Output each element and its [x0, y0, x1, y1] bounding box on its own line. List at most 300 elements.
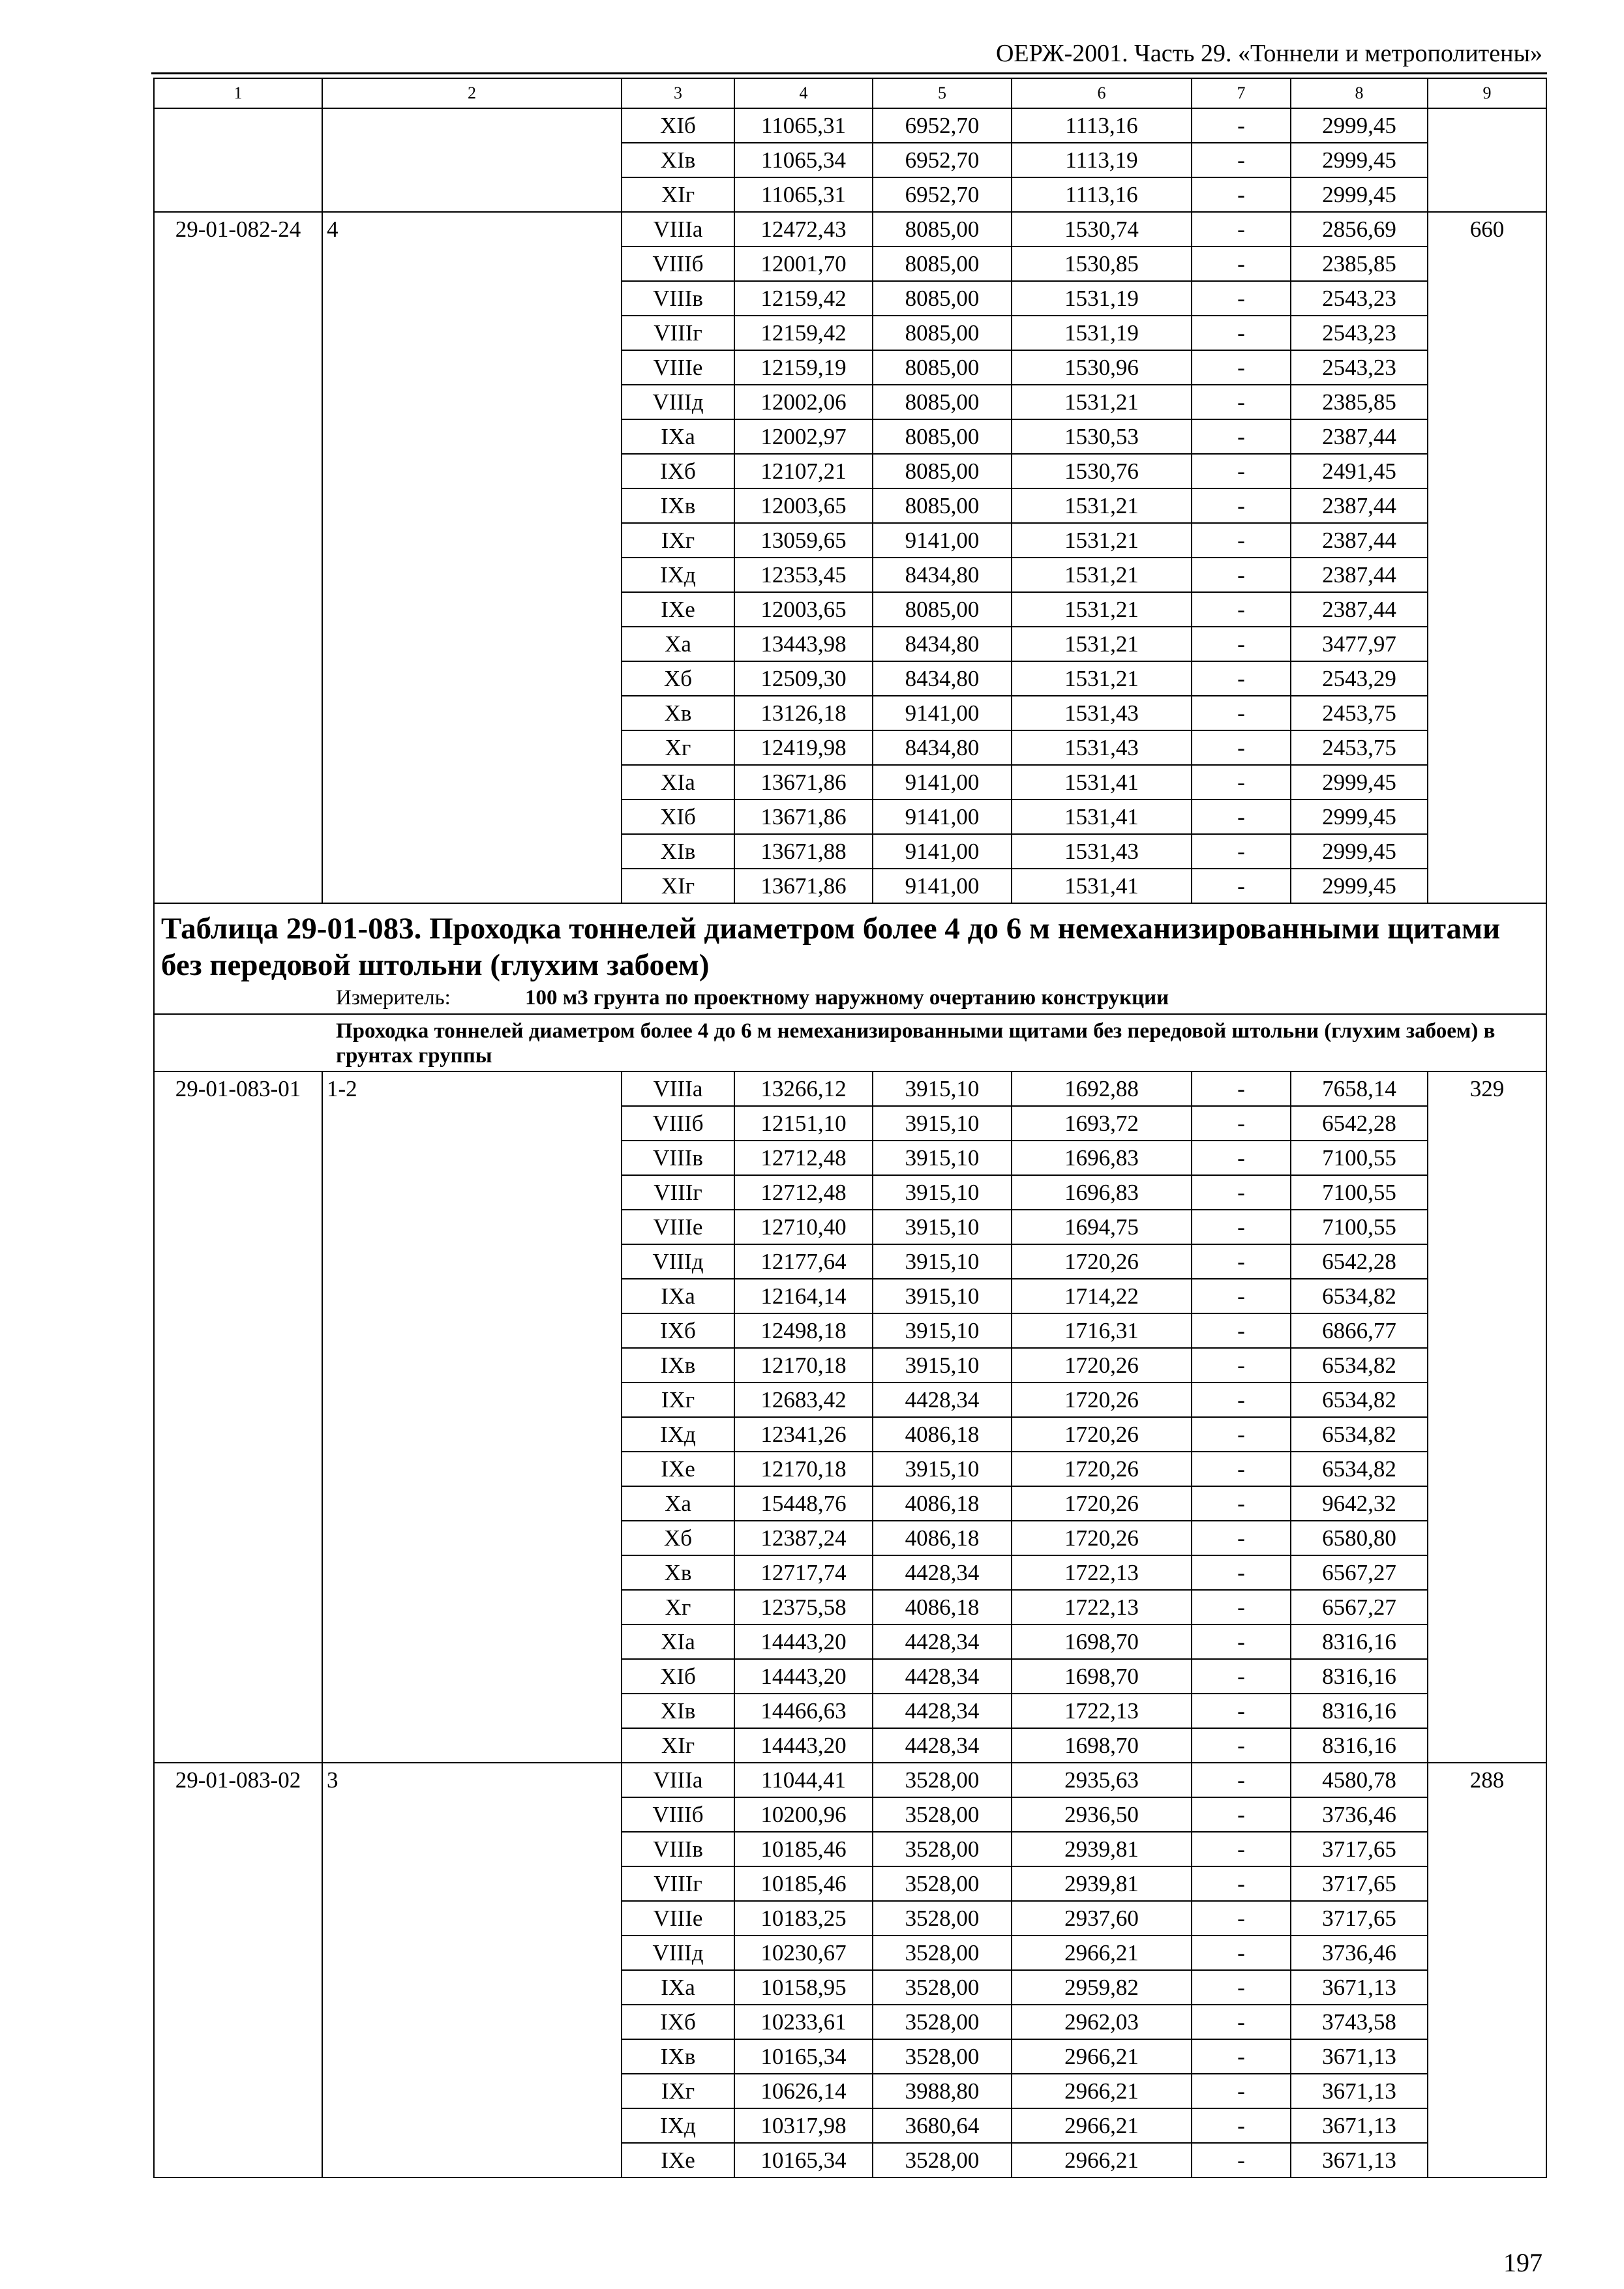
value-cell: 13266,12	[734, 1071, 873, 1106]
value-cell: -	[1192, 1590, 1291, 1624]
value-cell: 6534,82	[1291, 1383, 1428, 1417]
value-cell: 3477,97	[1291, 627, 1428, 661]
value-cell: -	[1192, 385, 1291, 419]
value-cell: 1698,70	[1012, 1624, 1192, 1659]
value-cell: -	[1192, 247, 1291, 281]
value-cell: 3915,10	[873, 1175, 1012, 1210]
value-cell: -	[1192, 1866, 1291, 1901]
value-cell: 2453,75	[1291, 696, 1428, 730]
category-cell: XIа	[622, 765, 734, 800]
value-cell: -	[1192, 834, 1291, 869]
value-cell: 1531,19	[1012, 316, 1192, 350]
value-cell: 1720,26	[1012, 1521, 1192, 1555]
value-cell: -	[1192, 1348, 1291, 1383]
value-cell: 12159,42	[734, 316, 873, 350]
category-cell: VIIIг	[622, 1866, 734, 1901]
value-cell: 2999,45	[1291, 765, 1428, 800]
value-cell: 3680,64	[873, 2108, 1012, 2143]
value-cell: 9141,00	[873, 523, 1012, 558]
value-cell: 6534,82	[1291, 1279, 1428, 1313]
category-cell: Xв	[622, 1555, 734, 1590]
value-cell: -	[1192, 1659, 1291, 1694]
value-cell: 8434,80	[873, 730, 1012, 765]
value-cell: -	[1192, 1452, 1291, 1486]
subheading-row	[154, 1014, 1546, 1071]
value-cell: 3915,10	[873, 1071, 1012, 1106]
value-cell: 2543,29	[1291, 661, 1428, 696]
value-cell: 4086,18	[873, 1417, 1012, 1452]
value-cell: 8085,00	[873, 350, 1012, 385]
value-cell: 3915,10	[873, 1279, 1012, 1313]
value-cell: 12353,45	[734, 558, 873, 592]
value-cell: 13671,88	[734, 834, 873, 869]
category-cell: Xа	[622, 1486, 734, 1521]
value-cell: 12003,65	[734, 488, 873, 523]
value-cell: 12003,65	[734, 592, 873, 627]
value-cell: -	[1192, 350, 1291, 385]
value-cell: -	[1192, 765, 1291, 800]
value-cell: -	[1192, 2039, 1291, 2074]
soil-group: 4	[322, 212, 622, 903]
labor-cell	[1428, 108, 1546, 212]
value-cell: 12712,48	[734, 1141, 873, 1175]
value-cell: 13443,98	[734, 627, 873, 661]
value-cell: 7100,55	[1291, 1175, 1428, 1210]
value-cell: 1531,41	[1012, 765, 1192, 800]
category-cell: IXб	[622, 2005, 734, 2039]
value-cell: -	[1192, 108, 1291, 143]
value-cell: -	[1192, 1728, 1291, 1763]
value-cell: 4086,18	[873, 1486, 1012, 1521]
value-cell: 3528,00	[873, 2039, 1012, 2074]
value-cell: 1113,16	[1012, 177, 1192, 212]
category-cell: IXг	[622, 1383, 734, 1417]
value-cell: 6952,70	[873, 108, 1012, 143]
value-cell: 12151,10	[734, 1106, 873, 1141]
rate-code: 29-01-083-02	[154, 1763, 322, 2177]
rate-code: 29-01-082-24	[154, 212, 322, 903]
value-cell: 10185,46	[734, 1832, 873, 1866]
value-cell: 1530,85	[1012, 247, 1192, 281]
value-cell: 11044,41	[734, 1763, 873, 1797]
value-cell: 1530,74	[1012, 212, 1192, 247]
category-cell: Xб	[622, 661, 734, 696]
value-cell: 10230,67	[734, 1936, 873, 1970]
value-cell: -	[1192, 592, 1291, 627]
value-cell: 1531,21	[1012, 558, 1192, 592]
value-cell: -	[1192, 316, 1291, 350]
value-cell: 4086,18	[873, 1521, 1012, 1555]
value-cell: 12159,42	[734, 281, 873, 316]
value-cell: 2856,69	[1291, 212, 1428, 247]
table-row	[154, 212, 1546, 247]
value-cell: -	[1192, 2074, 1291, 2108]
value-cell: 1696,83	[1012, 1141, 1192, 1175]
value-cell: 8085,00	[873, 316, 1012, 350]
value-cell: 1693,72	[1012, 1106, 1192, 1141]
value-cell: 1720,26	[1012, 1383, 1192, 1417]
category-cell: VIIIа	[622, 1763, 734, 1797]
table-row	[154, 108, 1546, 143]
category-cell: XIб	[622, 800, 734, 834]
value-cell: 8434,80	[873, 558, 1012, 592]
value-cell: 11065,34	[734, 143, 873, 177]
value-cell: 12509,30	[734, 661, 873, 696]
value-cell: 3528,00	[873, 1832, 1012, 1866]
category-cell: VIIIв	[622, 281, 734, 316]
rate-code	[154, 108, 322, 212]
value-cell: 12170,18	[734, 1348, 873, 1383]
value-cell: 2387,44	[1291, 419, 1428, 454]
value-cell: 6534,82	[1291, 1452, 1428, 1486]
value-cell: 2936,50	[1012, 1797, 1192, 1832]
category-cell: IXб	[622, 454, 734, 488]
value-cell: 8085,00	[873, 454, 1012, 488]
value-cell: 1531,41	[1012, 800, 1192, 834]
value-cell: 12387,24	[734, 1521, 873, 1555]
value-cell: 8085,00	[873, 488, 1012, 523]
value-cell: 8316,16	[1291, 1728, 1428, 1763]
value-cell: -	[1192, 523, 1291, 558]
value-cell: -	[1192, 1763, 1291, 1797]
value-cell: 4580,78	[1291, 1763, 1428, 1797]
value-cell: -	[1192, 419, 1291, 454]
value-cell: 3915,10	[873, 1106, 1012, 1141]
subheading-text: Проходка тоннелей диаметром более 4 до 6 м немеханизированными щитами без передовой штольни (глухим забоем) в грунтах группы	[336, 1019, 1496, 1068]
category-cell: XIа	[622, 1624, 734, 1659]
value-cell: 3671,13	[1291, 2108, 1428, 2143]
category-cell: XIг	[622, 1728, 734, 1763]
category-cell: IXе	[622, 2143, 734, 2177]
table-title-cell	[154, 903, 1546, 1014]
value-cell: 6534,82	[1291, 1348, 1428, 1383]
value-cell: 1531,21	[1012, 488, 1192, 523]
value-cell: 6952,70	[873, 143, 1012, 177]
value-cell: -	[1192, 1313, 1291, 1348]
value-cell: 13671,86	[734, 869, 873, 903]
value-cell: 4428,34	[873, 1555, 1012, 1590]
value-cell: 7100,55	[1291, 1141, 1428, 1175]
value-cell: 1722,13	[1012, 1590, 1192, 1624]
value-cell: 3915,10	[873, 1348, 1012, 1383]
value-cell: 10185,46	[734, 1866, 873, 1901]
value-cell: 13059,65	[734, 523, 873, 558]
value-cell: 2387,44	[1291, 523, 1428, 558]
value-cell: 2962,03	[1012, 2005, 1192, 2039]
value-cell: -	[1192, 1624, 1291, 1659]
value-cell: 12159,19	[734, 350, 873, 385]
value-cell: 8085,00	[873, 247, 1012, 281]
value-cell: 15448,76	[734, 1486, 873, 1521]
value-cell: 1531,43	[1012, 834, 1192, 869]
category-cell: IXе	[622, 592, 734, 627]
value-cell: -	[1192, 800, 1291, 834]
value-cell: -	[1192, 212, 1291, 247]
value-cell: 1113,16	[1012, 108, 1192, 143]
value-cell: 8316,16	[1291, 1659, 1428, 1694]
value-cell: 6567,27	[1291, 1590, 1428, 1624]
value-cell: 3915,10	[873, 1141, 1012, 1175]
value-cell: 3528,00	[873, 1797, 1012, 1832]
value-cell: 1531,21	[1012, 661, 1192, 696]
value-cell: -	[1192, 1970, 1291, 2005]
category-cell: VIIIа	[622, 1071, 734, 1106]
table-row	[154, 1071, 1546, 1106]
value-cell: 1714,22	[1012, 1279, 1192, 1313]
value-cell: 10626,14	[734, 2074, 873, 2108]
value-cell: -	[1192, 1071, 1291, 1106]
value-cell: 3915,10	[873, 1210, 1012, 1244]
value-cell: 10158,95	[734, 1970, 873, 2005]
category-cell: VIIIе	[622, 1901, 734, 1936]
value-cell: 2966,21	[1012, 2143, 1192, 2177]
category-cell: IXе	[622, 1452, 734, 1486]
value-cell: -	[1192, 177, 1291, 212]
value-cell: 4428,34	[873, 1624, 1012, 1659]
value-cell: 6866,77	[1291, 1313, 1428, 1348]
value-cell: -	[1192, 696, 1291, 730]
value-cell: 3528,00	[873, 1763, 1012, 1797]
category-cell: IXд	[622, 2108, 734, 2143]
value-cell: 3528,00	[873, 1901, 1012, 1936]
value-cell: 10233,61	[734, 2005, 873, 2039]
value-cell: 2939,81	[1012, 1832, 1192, 1866]
category-cell: VIIIг	[622, 316, 734, 350]
value-cell: 1531,41	[1012, 869, 1192, 903]
value-cell: 12498,18	[734, 1313, 873, 1348]
value-cell: 3671,13	[1291, 1970, 1428, 2005]
value-cell: -	[1192, 1901, 1291, 1936]
value-cell: 2387,44	[1291, 592, 1428, 627]
value-cell: 2999,45	[1291, 800, 1428, 834]
value-cell: -	[1192, 1936, 1291, 1970]
value-cell: 7100,55	[1291, 1210, 1428, 1244]
table-row	[154, 1763, 1546, 1797]
value-cell: -	[1192, 2143, 1291, 2177]
value-cell: 9141,00	[873, 696, 1012, 730]
category-cell: XIб	[622, 108, 734, 143]
value-cell: -	[1192, 1417, 1291, 1452]
value-cell: 10317,98	[734, 2108, 873, 2143]
category-cell: XIв	[622, 143, 734, 177]
category-cell: Xб	[622, 1521, 734, 1555]
category-cell: VIIIе	[622, 1210, 734, 1244]
value-cell: 12710,40	[734, 1210, 873, 1244]
value-cell: -	[1192, 627, 1291, 661]
value-cell: 3717,65	[1291, 1901, 1428, 1936]
value-cell: 4428,34	[873, 1694, 1012, 1728]
category-cell: IXв	[622, 1348, 734, 1383]
value-cell: -	[1192, 1832, 1291, 1866]
value-cell: 8316,16	[1291, 1694, 1428, 1728]
value-cell: 10200,96	[734, 1797, 873, 1832]
value-cell: 4428,34	[873, 1383, 1012, 1417]
category-cell: Xг	[622, 730, 734, 765]
value-cell: 8316,16	[1291, 1624, 1428, 1659]
value-cell: 8085,00	[873, 385, 1012, 419]
measure-value: 100 м3 грунта по проектному наружному очертанию конструкции	[525, 986, 1169, 1010]
value-cell: 10165,34	[734, 2143, 873, 2177]
value-cell: 11065,31	[734, 108, 873, 143]
value-cell: -	[1192, 1106, 1291, 1141]
value-cell: 1531,21	[1012, 627, 1192, 661]
value-cell: 2966,21	[1012, 2074, 1192, 2108]
value-cell: 2966,21	[1012, 2108, 1192, 2143]
value-cell: 3671,13	[1291, 2074, 1428, 2108]
value-cell: 2385,85	[1291, 247, 1428, 281]
value-cell: 8085,00	[873, 419, 1012, 454]
value-cell: 3717,65	[1291, 1832, 1428, 1866]
value-cell: 14443,20	[734, 1624, 873, 1659]
category-cell: XIг	[622, 177, 734, 212]
value-cell: 6567,27	[1291, 1555, 1428, 1590]
value-cell: 13126,18	[734, 696, 873, 730]
value-cell: 6542,28	[1291, 1244, 1428, 1279]
category-cell: IXа	[622, 1279, 734, 1313]
value-cell: 2385,85	[1291, 385, 1428, 419]
category-cell: VIIIв	[622, 1141, 734, 1175]
value-cell: 9141,00	[873, 765, 1012, 800]
value-cell: 6952,70	[873, 177, 1012, 212]
category-cell: VIIIб	[622, 247, 734, 281]
value-cell: 3671,13	[1291, 2039, 1428, 2074]
value-cell: 6580,80	[1291, 1521, 1428, 1555]
value-cell: 12683,42	[734, 1383, 873, 1417]
value-cell: 3915,10	[873, 1313, 1012, 1348]
value-cell: -	[1192, 281, 1291, 316]
price-table	[153, 78, 1547, 2178]
column-number: 4	[734, 78, 873, 108]
value-cell: 12419,98	[734, 730, 873, 765]
value-cell: 3528,00	[873, 1936, 1012, 1970]
value-cell: -	[1192, 869, 1291, 903]
column-number: 1	[154, 78, 322, 108]
soil-group: 3	[322, 1763, 622, 2177]
value-cell: -	[1192, 1210, 1291, 1244]
value-cell: 13671,86	[734, 800, 873, 834]
value-cell: 3528,00	[873, 1970, 1012, 2005]
value-cell: -	[1192, 1175, 1291, 1210]
soil-group	[322, 108, 622, 212]
value-cell: 3736,46	[1291, 1797, 1428, 1832]
category-cell: VIIIд	[622, 1936, 734, 1970]
category-cell: IXв	[622, 488, 734, 523]
category-cell: XIв	[622, 834, 734, 869]
category-cell: IXа	[622, 1970, 734, 2005]
measure-label: Измеритель:	[336, 986, 451, 1010]
value-cell: 1698,70	[1012, 1728, 1192, 1763]
value-cell: 3671,13	[1291, 2143, 1428, 2177]
column-number: 8	[1291, 78, 1428, 108]
value-cell: 10165,34	[734, 2039, 873, 2074]
value-cell: 10183,25	[734, 1901, 873, 1936]
value-cell: -	[1192, 1694, 1291, 1728]
value-cell: 9642,32	[1291, 1486, 1428, 1521]
value-cell: 2387,44	[1291, 558, 1428, 592]
category-cell: IXа	[622, 419, 734, 454]
labor-cell: 660	[1428, 212, 1546, 903]
value-cell: 9141,00	[873, 834, 1012, 869]
value-cell: 3528,00	[873, 1866, 1012, 1901]
value-cell: -	[1192, 488, 1291, 523]
value-cell: 2453,75	[1291, 730, 1428, 765]
table-title-row	[154, 903, 1546, 1014]
value-cell: 2966,21	[1012, 1936, 1192, 1970]
value-cell: 12717,74	[734, 1555, 873, 1590]
value-cell: 4428,34	[873, 1728, 1012, 1763]
value-cell: 8085,00	[873, 592, 1012, 627]
value-cell: 13671,86	[734, 765, 873, 800]
value-cell: 12177,64	[734, 1244, 873, 1279]
value-cell: 3915,10	[873, 1452, 1012, 1486]
category-cell: IXг	[622, 2074, 734, 2108]
value-cell: 1698,70	[1012, 1659, 1192, 1694]
value-cell: 12712,48	[734, 1175, 873, 1210]
value-cell: 1530,96	[1012, 350, 1192, 385]
column-number: 9	[1428, 78, 1546, 108]
value-cell: 12001,70	[734, 247, 873, 281]
value-cell: 1720,26	[1012, 1452, 1192, 1486]
category-cell: IXб	[622, 1313, 734, 1348]
value-cell: -	[1192, 1244, 1291, 1279]
value-cell: -	[1192, 1383, 1291, 1417]
category-cell: VIIIд	[622, 385, 734, 419]
value-cell: 12472,43	[734, 212, 873, 247]
column-number: 5	[873, 78, 1012, 108]
column-number: 2	[322, 78, 622, 108]
value-cell: 1716,31	[1012, 1313, 1192, 1348]
value-cell: 1694,75	[1012, 1210, 1192, 1244]
header-rule	[151, 72, 1547, 74]
value-cell: 3915,10	[873, 1244, 1012, 1279]
category-cell: VIIIа	[622, 212, 734, 247]
value-cell: 2543,23	[1291, 316, 1428, 350]
value-cell: 1531,19	[1012, 281, 1192, 316]
value-cell: 1531,21	[1012, 523, 1192, 558]
value-cell: 2543,23	[1291, 281, 1428, 316]
value-cell: 8085,00	[873, 212, 1012, 247]
column-number: 7	[1192, 78, 1291, 108]
value-cell: 2959,82	[1012, 1970, 1192, 2005]
value-cell: 2999,45	[1291, 143, 1428, 177]
value-cell: 2966,21	[1012, 2039, 1192, 2074]
value-cell: 1696,83	[1012, 1175, 1192, 1210]
value-cell: 1720,26	[1012, 1417, 1192, 1452]
value-cell: 2939,81	[1012, 1866, 1192, 1901]
value-cell: 14443,20	[734, 1728, 873, 1763]
value-cell: 1692,88	[1012, 1071, 1192, 1106]
value-cell: 12164,14	[734, 1279, 873, 1313]
category-cell: VIIIв	[622, 1832, 734, 1866]
value-cell: 12002,06	[734, 385, 873, 419]
value-cell: 1722,13	[1012, 1555, 1192, 1590]
value-cell: 14466,63	[734, 1694, 873, 1728]
value-cell: 2387,44	[1291, 488, 1428, 523]
column-number-row	[154, 78, 1546, 108]
value-cell: 2999,45	[1291, 869, 1428, 903]
value-cell: -	[1192, 1141, 1291, 1175]
value-cell: 8434,80	[873, 661, 1012, 696]
category-cell: XIб	[622, 1659, 734, 1694]
value-cell: 12375,58	[734, 1590, 873, 1624]
category-cell: VIIIе	[622, 350, 734, 385]
column-number: 3	[622, 78, 734, 108]
value-cell: 1113,19	[1012, 143, 1192, 177]
value-cell: 2999,45	[1291, 108, 1428, 143]
page-number: 197	[1503, 2248, 1542, 2277]
value-cell: 12341,26	[734, 1417, 873, 1452]
running-header: ОЕРЖ-2001. Часть 29. «Тоннели и метрополитены»	[995, 40, 1542, 67]
